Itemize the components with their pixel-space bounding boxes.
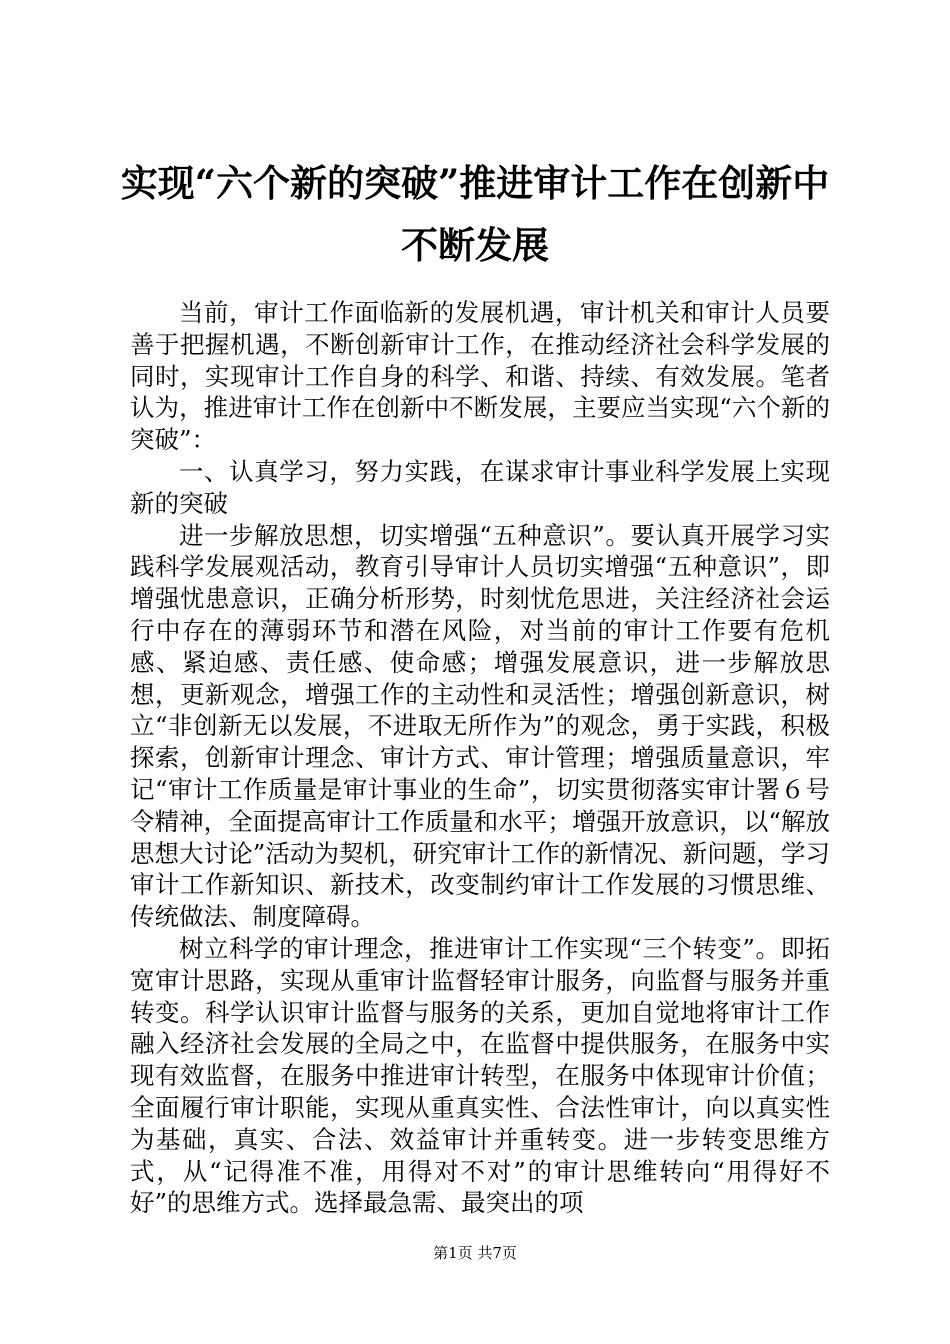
page-title: [120, 152, 830, 276]
title-line-2: 不断发展: [401, 223, 549, 267]
paragraph-intro: 当前，审计工作面临新的发展机遇，审计机关和审计人员要善于把握机遇，不断创新审计工作，在推动经济社会科学发展的同时，实现审计工作自身的科学、和谐、持续、有效发展。笔者认为，推进审计工作在创新中不断发展，主要应当实现“六个新的突破”：: [130, 298, 830, 455]
paragraph-section-heading-1: 一、认真学习，努力实践，在谋求审计事业科学发展上实现新的突破: [130, 456, 830, 518]
title-line-1: 实现“六个新的突破”推进审计工作在创新中: [120, 161, 830, 205]
paragraph-three-transformations: 树立科学的审计理念，推进审计工作实现“三个转变”。即拓宽审计思路，实现从重审计监督轻审计服务，向监督与服务并重转变。科学认识审计监督与服务的关系，更加自觉地将审计工作融入经济社会发展的全局之中，在监督中提供服务，在服务中实现有效监督，在服务中推进审计转型，在服务中体现审计价值；全面履行审计职能，实现从重真实性、合法性审计，向以真实性为基础，真实、合法、效益审计并重转变。进一步转变思维方式，从“记得准不准，用得对不对”的审计思维转向“用得好不好”的思维方式。选择最急需、最突出的项: [130, 933, 830, 1218]
document-body: [130, 297, 830, 1219]
page-footer: 第1页 共7页: [433, 1244, 517, 1262]
paragraph-five-awareness: 进一步解放思想，切实增强“五种意识”。要认真开展学习实践科学发展观活动，教育引导审计人员切实增强“五种意识”，即增强忧患意识，正确分析形势，时刻忧危思进，关注经济社会运行中存在的薄弱环节和潜在风险，对当前的审计工作要有危机感、紧迫感、责任感、使命感；增强发展意识，进一步解放思想，更新观念，增强工作的主动性和灵活性；增强创新意识，树立“非创新无以发展，不进取无所作为”的观念，勇于实践，积极探索，创新审计理念、审计方式、审计管理；增强质量意识，牢记“审计工作质量是审计事业的生命”，切实贯彻落实审计署６号令精神，全面提高审计工作质量和水平；增强开放意识，以“解放思想大讨论”活动为契机，研究审计工作的新情况、新问题，学习审计工作新知识、新技术，改变制约审计工作发展的习惯思维、传统做法、制度障碍。: [130, 520, 830, 932]
